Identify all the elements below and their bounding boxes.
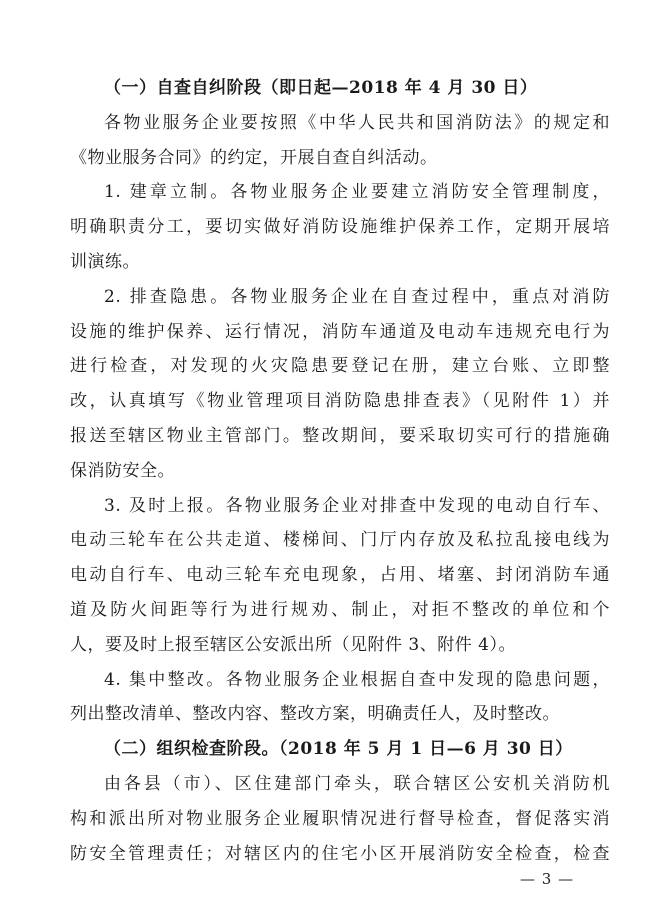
item-2-paragraph <box>70 280 610 489</box>
text-line: 各物业服务企业要按照《中华人民共和国消防法》的规定和 <box>104 112 610 133</box>
text-line: 防安全管理责任；对辖区内的住宅小区开展消防安全检查，检查 <box>70 843 610 864</box>
text-line: 电动三轮车在公共走道、楼梯间、门厅内存放及私拉乱接电线为 <box>70 530 610 551</box>
page-number: — 3 — <box>520 870 575 888</box>
text-line: 进行检查，对发现的火灾隐患要登记在册，建立台账、立即整 <box>70 356 610 377</box>
text-line: 道及防火间距等行为进行规劝、制止，对拒不整改的单位和个 <box>70 599 610 620</box>
text-line: 明确职责分工，要切实做好消防设施维护保养工作，定期开展培 <box>70 217 610 238</box>
text-line: （一）自查自纠阶段（即日起—2018 年 4 月 30 日） <box>104 78 538 98</box>
text-line: 2. 排查隐患。各物业服务企业在自查过程中，重点对消防 <box>104 286 610 307</box>
item-4-paragraph <box>70 663 610 733</box>
item-3-paragraph <box>70 489 610 663</box>
stage-1-intro-paragraph <box>70 106 610 176</box>
stage-1-heading <box>70 71 610 106</box>
text-line: 训演练。 <box>70 251 140 272</box>
text-line: 改，认真填写《物业管理项目消防隐患排查表》（见附件 1）并 <box>70 391 610 412</box>
text-line: 设施的维护保养、运行情况，消防车通道及电动车违规充电行为 <box>70 321 610 342</box>
text-line: 保消防安全。 <box>70 460 175 481</box>
text-line: 电动自行车、电动三轮车充电现象，占用、堵塞、封闭消防车通 <box>70 565 610 586</box>
text-line: 人，要及时上报至辖区公安派出所（见附件 3、附件 4）。 <box>70 634 516 655</box>
text-line: 构和派出所对物业服务企业履职情况进行督导检查，督促落实消 <box>70 808 610 829</box>
text-line: 由各县（市）、区住建部门牵头，联合辖区公安机关消防机 <box>104 773 610 794</box>
text-line: 《物业服务合同》的约定，开展自查自纠活动。 <box>70 147 438 168</box>
text-line: （二）组织检查阶段。（2018 年 5 月 1 日—6 月 30 日） <box>104 739 573 760</box>
item-1-paragraph <box>70 175 610 279</box>
text-line: 1. 建章立制。各物业服务企业要建立消防安全管理制度， <box>104 182 610 203</box>
stage-2-body-paragraph <box>70 767 610 871</box>
text-line: 列出整改清单、整改内容、整改方案，明确责任人，及时整改。 <box>70 704 560 725</box>
text-line: 4. 集中整改。各物业服务企业根据自查中发现的隐患问题， <box>104 669 610 690</box>
stage-2-heading <box>70 732 610 767</box>
text-line: 3. 及时上报。各物业服务企业对排查中发现的电动自行车、 <box>104 495 610 516</box>
document-page <box>70 71 610 871</box>
text-line: 报送至辖区物业主管部门。整改期间，要采取切实可行的措施确 <box>70 425 610 446</box>
